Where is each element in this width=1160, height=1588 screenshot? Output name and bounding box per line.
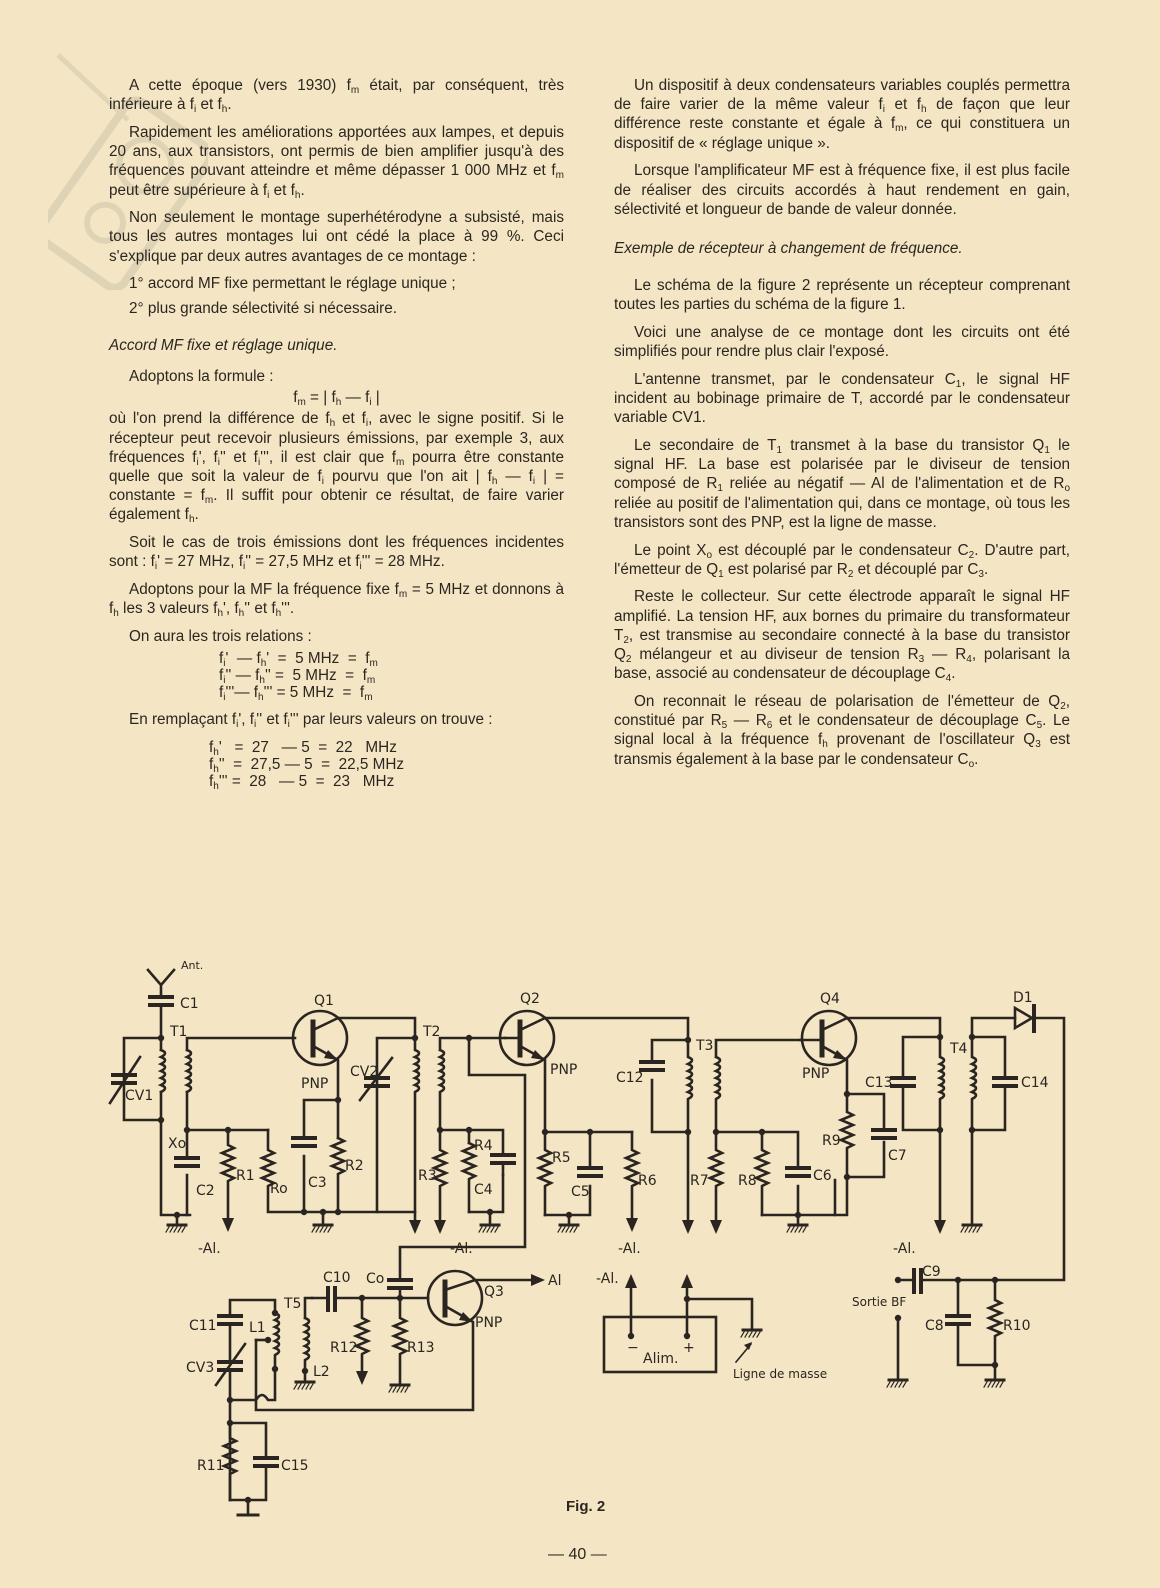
ground-icon [389,1385,409,1392]
capacitor-c7 [873,1130,895,1138]
page-number: — 40 — [548,1546,607,1563]
coil-t1-secondary [187,1050,191,1092]
resistor-r7 [710,1132,722,1230]
ground-icon [741,1330,761,1337]
label-al-3: -Al. [618,1241,641,1257]
wire [903,1037,940,1130]
list-item: 2° plus grande sélectivité si nécessaire. [129,299,398,317]
label-r12: R12 [330,1340,358,1356]
label-r8: R8 [738,1173,757,1189]
label-pnp-q3: PNP [475,1315,503,1331]
capacitor-c6 [787,1168,809,1176]
label-r7: R7 [690,1173,709,1189]
label-ligne-de-masse: Ligne de masse [733,1367,828,1381]
label-c1: C1 [180,996,199,1012]
capacitor-c9 [914,1270,921,1292]
arrow-down-icon [710,1220,722,1234]
equation: $f_h'' = 27,5$ — 5 = 22,5 MHz [209,756,405,776]
capacitor-c14 [994,1078,1016,1086]
label-t5: T5 [284,1296,302,1312]
capacitor-c3 [293,1138,315,1146]
paragraph: A cette époque (vers 1930) $f_m$ était, par conséquent, très inférieure à $f_i$ et $f_h$. [109,77,565,116]
arrow-down-icon [934,1220,946,1234]
label-r3: R3 [418,1168,437,1184]
capacitor-c13 [892,1078,914,1086]
label-pnp-q2: PNP [550,1062,578,1078]
arrow-down-icon [626,1218,638,1232]
label-c4: C4 [474,1182,493,1198]
label-al-q3: Al [548,1273,562,1289]
paragraph: Reste le collecteur. Sur cette électrode apparaît le signal HF amplifié. La tension HF, aux bornes du primaire du transformateur $T_2$, est transmise au secondaire connecté à la base du transistor $Q_2$ mélangeur et au diviseur de tension $R_3$ — $R_4$, polarisant la base, associé au condensateur de découplage $C_4$. [614,588,1071,685]
paragraph: Soit le cas de trois émissions dont les fréquences incidentes sont : $f_i' = 27$ MHz, $f_i'' = 27,5$ MHz et $f_i''' = 28$ MHz. [109,534,564,573]
paragraph: Adoptons pour la MF la fréquence fixe $f_m = 5$ MHz et donnons à $f_h$ les 3 valeurs $f_h'$, $f_h''$ et $f_h'''$. [109,580,564,620]
label-r9: R9 [822,1133,841,1149]
label-r1: R1 [236,1168,255,1184]
resistor-r1 [222,1130,234,1228]
arrow-down-icon [409,1220,421,1234]
label-r10: R10 [1003,1318,1031,1334]
label-c5: C5 [571,1184,590,1200]
equation: $f_h''' = 28$ — 5 = 23 MHz [209,773,395,793]
paragraph: On reconnait le réseau de polarisation de l'émetteur de $Q_2$, constitué par $R_5$ — $R_6$ et le condensateur de découplage $C_5$. Le signal local à la fréquence $f_h$ provenant de l'oscillateur $Q_3$ est transmis également à la base par le condensateur $C_o$. [614,692,1071,770]
diode-d1 [1015,1006,1034,1031]
label-r4: R4 [474,1138,493,1154]
label-c11: C11 [189,1318,217,1334]
label-cv3: CV3 [186,1360,215,1376]
capacitor-c8 [947,1316,969,1324]
capacitor-c4 [492,1155,514,1175]
label-r5: R5 [552,1150,571,1166]
wire [652,1040,688,1132]
section-heading: Exemple de récepteur à changement de fréquence. [614,239,963,257]
paragraph: Lorsque l'amplificateur MF est à fréquence fixe, il est plus facile de réaliser des circuits accordés à haut rendement en gain, sélectivité et longueur de bande de valeur donnée. [614,162,1070,218]
ground-icon [312,1225,332,1232]
arrow-down-icon [356,1371,368,1385]
paragraph: En remplaçant $f_i'$, $f_i''$ et $f_i'''$ par leurs valeurs on trouve : [129,711,493,731]
paragraph: Le secondaire de $T_1$ transmet à la base du transistor $Q_1$ le signal HF. La base est polarisée par le diviseur de tension composé de $R_1$ reliée au négatif — Al de l'alimentation et de $R_o$ reliée au positif de l'alimentation qui, dans ce montage, où tous les transistors sont des PNP, est la ligne de masse. [614,437,1071,531]
power-supply-box [604,1274,761,1372]
equation: $f_i''$ — $f_h'' = 5$ MHz = $f_m$ [219,667,376,687]
paragraph: Le point $X_o$ est découplé par le condensateur $C_2$. D'autre part, l'émetteur de $Q_1$ est polarisé par $R_2$ et découplé par $C_3$. [614,541,1070,580]
resistor-r12 [356,1298,368,1375]
label-co: Co [366,1271,385,1287]
resistor-r13 [394,1298,406,1385]
resistor-r9 [841,1094,853,1177]
label-c10: C10 [323,1270,351,1286]
ground-icon [961,1225,981,1232]
capacitor-c12 [641,1062,663,1070]
label-q3: Q3 [484,1284,504,1300]
coil-t2-primary [415,1038,419,1230]
label-al-4: -Al. [893,1241,916,1257]
coil-t3-secondary [716,1040,800,1132]
paragraph: Rapidement les améliorations apportées aux lampes, et depuis 20 ans, aux transistors, ont permis de bien amplifier jusqu'à des fréquences pouvant atteindre et même dépasser 1 000 MHz et $f_m$ peut être supérieure à $f_i$ et $f_h$. [109,123,564,201]
label-l1: L1 [249,1320,266,1336]
label-c7: C7 [888,1148,907,1164]
label-r6: R6 [638,1173,657,1189]
arrow-up-icon [681,1274,693,1288]
label-t1: T1 [170,1024,188,1040]
label-t4: T4 [950,1041,968,1057]
label-xo: Xo [168,1136,187,1152]
wire [187,1038,295,1050]
label-q1: Q1 [314,993,334,1009]
paragraph: Le schéma de la figure 2 représente un récepteur comprenant toutes les parties du schéma de la figure 1. [614,277,1070,314]
resistor-r5 [539,1132,551,1215]
ground-icon [479,1225,499,1232]
label-r2: R2 [345,1158,364,1174]
label-ro: Ro [270,1181,288,1197]
label-cv1: CV1 [125,1088,154,1104]
paragraph: Non seulement le montage superhétérodyne a subsisté, mais tous les autres montages lui ont cédé la place à 99 %. Ceci s'explique par deux autres avantages de ce montage : [109,209,564,265]
label-c12: C12 [616,1070,644,1086]
wire [835,1094,884,1215]
section-heading: Accord MF fixe et réglage unique. [109,336,338,354]
label-r11: R11 [197,1458,225,1474]
label-r13: R13 [407,1340,435,1356]
equation: $f_h' = 27$ — 5 = 22 MHz [209,739,397,759]
label-c3: C3 [308,1175,327,1191]
equation: $f_i'''—$ $f_h''' = 5$ MHz = $f_m$ [219,684,373,704]
label-c6: C6 [813,1168,832,1184]
label-q2: Q2 [520,991,540,1007]
label-c14: C14 [1021,1075,1049,1091]
label-c15: C15 [281,1458,309,1474]
paragraph: où l'on prend la différence de $f_h$ et $f_i$, avec le signe positif. Si le récepteur peut recevoir plusieurs émissions, par exemple 3, aux fréquences $f_i'$, $f_i''$ et $f_i'''$, il est clair que $f_m$ pourra être constante quelle que soit la valeur de $f_i$ pourvu que l'on ait | $f_h$ — $f_i$ | = constante = $f_m$. Il suffit pour obtenir ce résultat, de faire varier également $f_h$. [109,410,564,526]
arrow-down-icon [222,1218,234,1232]
antenna-icon [148,970,174,997]
ground-icon [787,1225,807,1232]
label-pnp-q4: PNP [802,1066,830,1082]
resistor-r2 [332,1138,344,1212]
wire [161,1092,190,1215]
capacitor-c5 [579,1168,601,1176]
arrow-down-icon [434,1220,446,1234]
wire [972,1037,1005,1130]
label-alim: Alim. [643,1351,679,1367]
capacitor-c15 [255,1458,277,1466]
wire [377,1038,415,1212]
equation: $f_i'$ — $f_h' = 5$ MHz = $f_m$ [219,650,378,670]
label-c2: C2 [196,1183,215,1199]
label-t3: T3 [696,1038,714,1054]
label-plus: + [683,1340,695,1356]
coil-t2-secondary [440,1038,505,1130]
paragraph: L'antenne transmet, par le condensateur $C_1$, le signal HF incident au bobinage primaire de T, accordé par le condensateur variable CV1. [614,370,1071,427]
wire [545,1132,632,1215]
list-item: 1° accord MF fixe permettant le réglage unique ; [129,275,456,293]
wire [440,1130,503,1212]
label-t2: T2 [423,1024,441,1040]
coil-t1-primary [161,1050,165,1092]
paragraph: On aura les trois relations : [129,627,312,645]
label-d1: D1 [1013,990,1033,1006]
arrow-down-icon [682,1220,694,1234]
label-c8: C8 [925,1318,944,1334]
ground-icon [558,1225,578,1232]
paragraph: Un dispositif à deux condensateurs variables couplés permettra de faire varier de la même valeur $f_i$ et $f_h$ de façon que leur différence reste constante et égale à $f_m$, ce qui constituera un dispositif de « réglage unique ». [614,77,1071,152]
paragraph: Adoptons la formule : [129,367,274,385]
formula: $f_m$ = | $f_h$ — $f_i$ | [293,389,380,409]
capacitor-c1 [150,997,172,1038]
label-cv2: CV2 [350,1064,379,1080]
ground-icon [294,1382,314,1389]
label-q4: Q4 [820,991,840,1007]
wire [972,1018,1064,1280]
label-minus: − [627,1340,639,1356]
resistor-r6 [626,1132,638,1226]
label-l2: L2 [313,1364,330,1380]
ground-icon [984,1380,1004,1387]
ground-icon [166,1225,186,1232]
label-al-5: -Al. [596,1271,619,1287]
resistor-r8 [756,1132,768,1215]
arrow-up-icon [625,1274,637,1288]
coil-t4-primary [940,1037,944,1230]
label-sortie-bf: Sortie BF [852,1295,907,1309]
ground-icon [887,1380,907,1387]
label-pnp-q1: PNP [301,1076,329,1092]
capacitor-c10 [328,1288,335,1310]
label-al-2: -Al. [450,1241,473,1257]
paragraph: Voici une analyse de ce montage dont les circuits ont été simplifiés pour rendre plus clair l'exposé. [614,324,1070,361]
label-al-1: -Al. [198,1241,221,1257]
label-c9: C9 [922,1264,941,1280]
label-c13: C13 [865,1075,893,1091]
figure-caption: Fig. 2 [566,1498,606,1515]
wire [124,1038,161,1120]
label-ant: Ant. [181,959,204,972]
